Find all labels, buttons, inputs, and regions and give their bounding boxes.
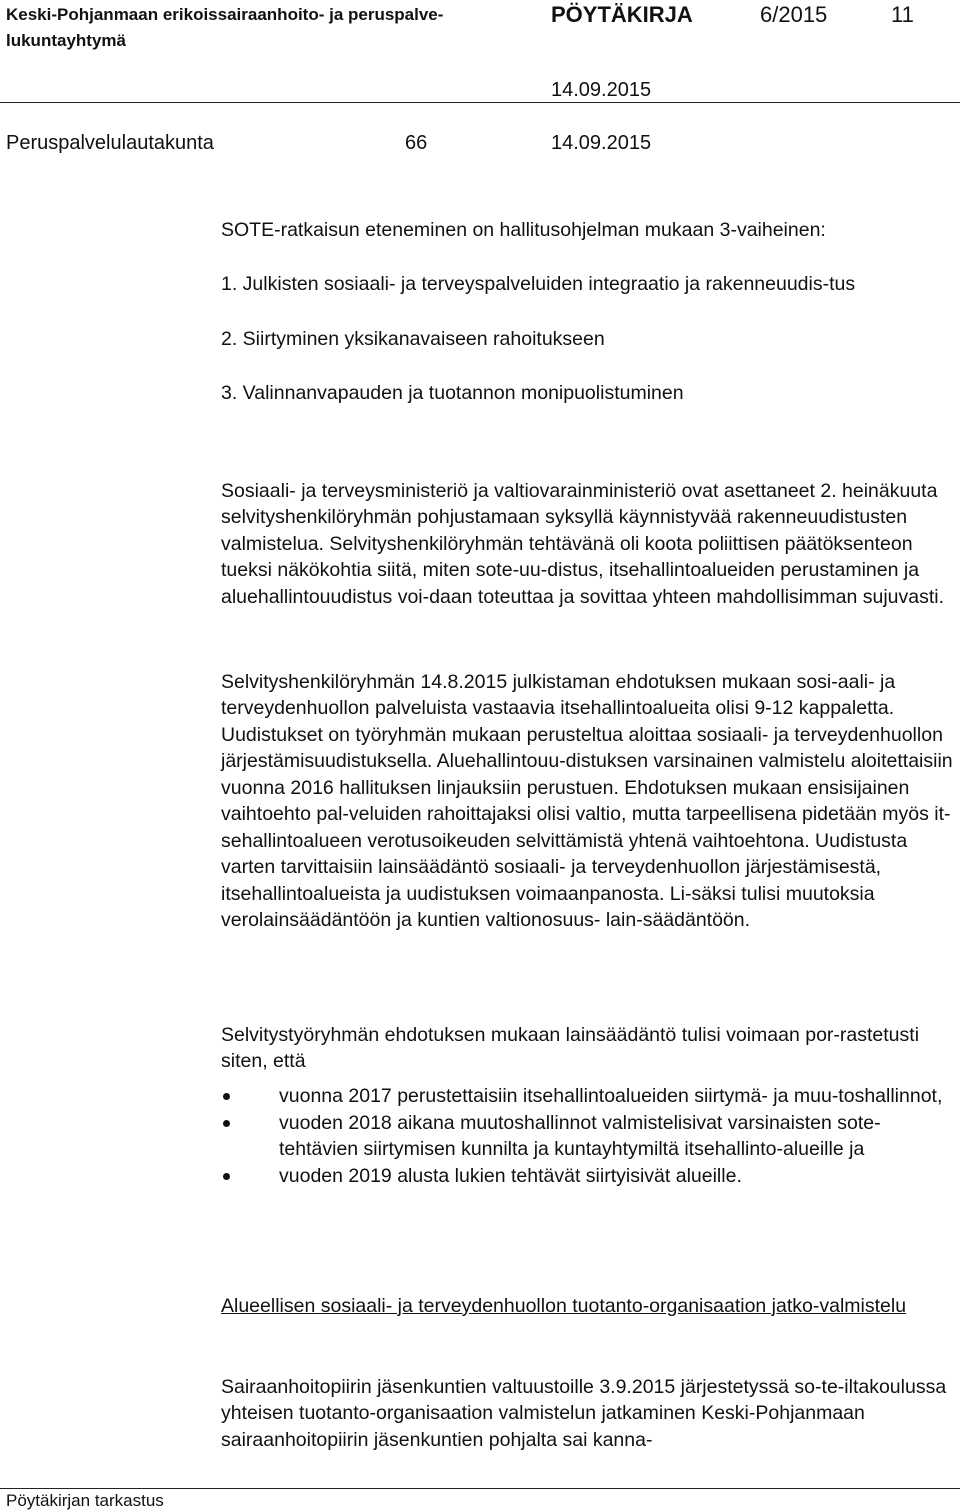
paragraph-4: Sairaanhoitopiirin jäsenkuntien valtuustoille 3.9.2015 järjestetyssä so-te-iltakoulussa yhteisen tuotanto-organisaation valmistelun jatkaminen Keski-Pohjanmaan sairaanhoitopiirin jäsenkuntien pohjalta sai kanna- (221, 1375, 947, 1451)
numbered-item-1: 1. Julkisten sosiaali- ja terveyspalveluiden integraatio ja rakenneuudis-tus (221, 273, 856, 295)
paragraph-1: Sosiaali- ja terveysministeriö ja valtiovarainministeriö ovat asettaneet 2. heinäkuuta selvityshenkilöryhmän pohjustamaan syksyllä käynnistyvää rakenneuudistusten valmistelua. Selvityshenkilöryhmän tehtävänä oli koota poliittisen päätöksenteon tueksi näkökohtia siitä, miten sote-uu-distus, itsehallintoalueiden perustaminen ja aluehallintouudistus voi-daan toteuttaa ja sovittaa yhteen mahdollisimman sujuvasti. (221, 479, 945, 608)
bullet-item (221, 1110, 956, 1163)
numbered-item-3: 3. Valinnanvapauden ja tuotannon monipuolistuminen (221, 382, 684, 404)
document-type: PÖYTÄKIRJA (551, 2, 693, 27)
bullet-text: vuoden 2019 alusta lukien tehtävät siirtyisivät alueille. (279, 1164, 742, 1187)
document-number: 6/2015 (760, 2, 828, 27)
paragraph-3: Selvitystyöryhmän ehdotuksen mukaan lainsäädäntö tulisi voimaan por-rastetusti siten, että (221, 1023, 920, 1072)
bullet-list (221, 1083, 956, 1189)
footer-label: Pöytäkirjan tarkastus (6, 1491, 164, 1510)
header-divider (0, 102, 960, 103)
footer-divider (0, 1488, 960, 1489)
bullet-item (221, 1083, 956, 1110)
bullet-item (221, 1163, 956, 1190)
bullet-icon (223, 1120, 230, 1127)
bullet-text: vuonna 2017 perustettaisiin itsehallintoalueiden siirtymä- ja muu-toshallinnot, (279, 1085, 943, 1107)
meeting-date: 14.09.2015 (551, 132, 652, 154)
bullet-icon (223, 1093, 230, 1100)
numbered-list (221, 271, 956, 407)
header-date: 14.09.2015 (551, 79, 652, 101)
page-number: 11 (891, 2, 914, 27)
meeting-body: Peruspalvelulautakunta (6, 132, 214, 154)
organization-name: Keski-Pohjanmaan erikoissairaanhoito- ja peruspalve-lukuntayhtymä (6, 5, 444, 50)
section-subheading: Alueellisen sosiaali- ja terveydenhuollon tuotanto-organisaation jatko-valmistelu (221, 1294, 907, 1317)
numbered-item-2: 2. Siirtyminen yksikanavaiseen rahoitukseen (221, 327, 605, 350)
lead-sentence: SOTE-ratkaisun eteneminen on hallitusohjelman mukaan 3-vaiheinen: (221, 219, 826, 241)
paragraph-2: Selvityshenkilöryhmän 14.8.2015 julkistaman ehdotuksen mukaan sosi-aali- ja terveydenhuollon palveluista vastaavia itsehallintoalueita olisi 9-12 kappaletta. Uudistukset on työryhmän mukaan perusteltua aloittaa sosiaali- ja terveydenhuollon järjestämisuudistuksella. Aluehallintouu-distuksen varsinainen valmistelu aloitettaisiin vuonna 2016 hallituksen linjauksiin perustuen. Ehdotuksen mukaan ensisijainen vaihtoehto pal-veluiden rahoittajaksi olisi valtio, mutta tarpeellisena pidetään myös it-sehallintoalueen verotusoikeuden selvittämistä yhtenä vaihtoehtona. Uudistusta varten tarvittaisiin lainsäädäntö sosiaali- ja terveydenhuollon järjestämisestä, itsehallintoalueista ja uudistuksen voimaanpanosta. Li-säksi tulisi muutoksia verolainsäädäntöön ja kuntien valtionosuus- lain-säädäntöön. (221, 670, 953, 931)
bullet-text: vuoden 2018 aikana muutoshallinnot valmistelisivat varsinaisten sote-tehtävien siirtymisen kunnilta ja kuntayhtymiltä itsehallinto-alueille ja (279, 1111, 881, 1160)
section-number: 66 (405, 132, 428, 154)
bullet-icon (223, 1173, 230, 1180)
